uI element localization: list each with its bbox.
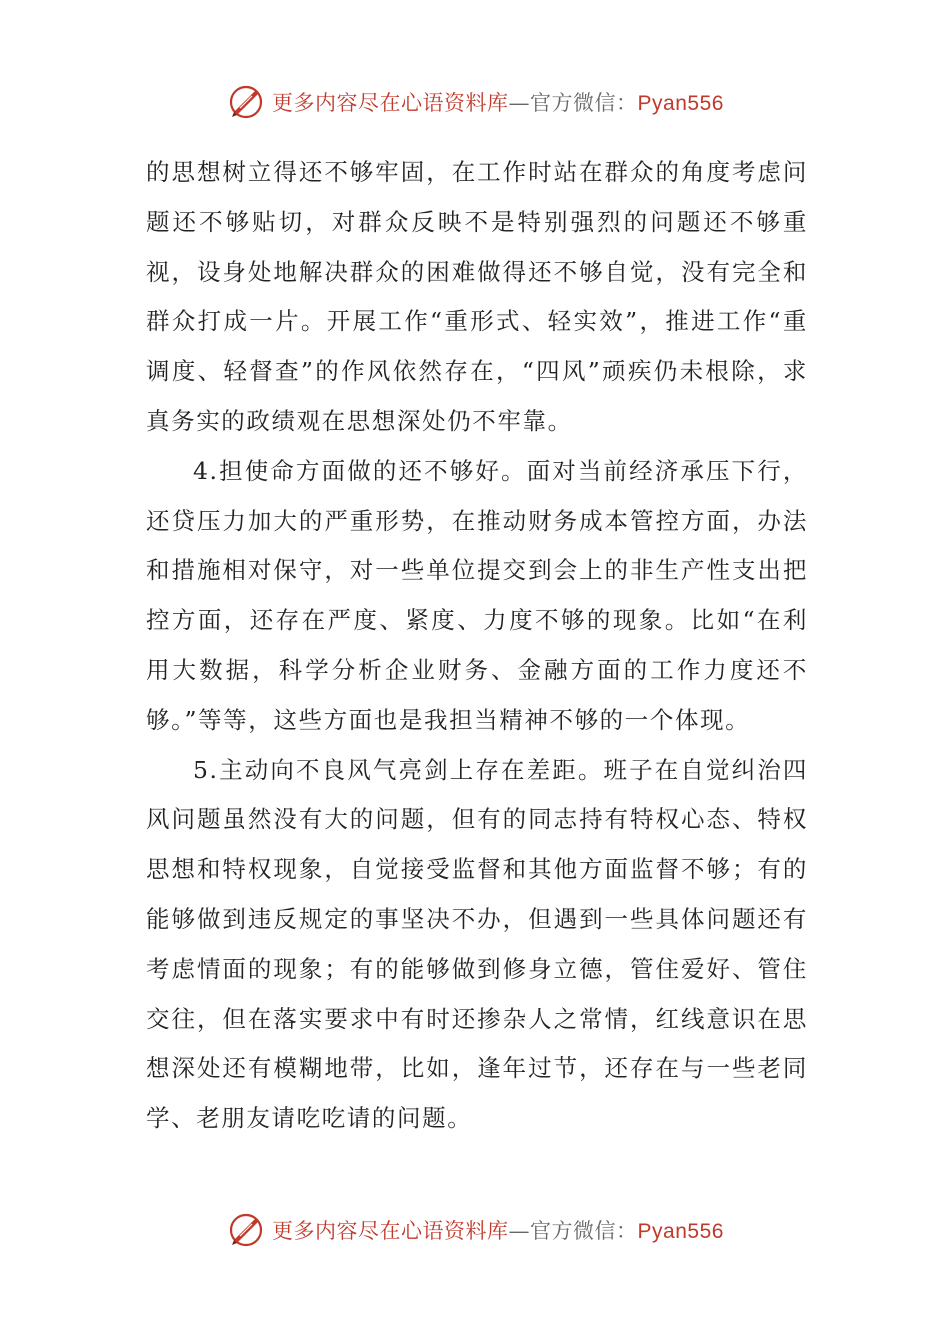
paragraph-continued: 的思想树立得还不够牢固，在工作时站在群众的角度考虑问题还不够贴切，对群众反映不是特别强烈的问题还不够重视，设身处地解决群众的困难做得还不够自觉，没有完全和群众打成一片。开展工作“重形式、轻实效”，推进工作“重调度、轻督查”的作风依然存在，“四风”顽疾仍未根除，求真务实的政绩观在思想深处仍不牢靠。: [146, 158, 808, 435]
document-body: [146, 148, 808, 1144]
paragraph-item-5: 5.主动向不良风气亮剑上存在差距。班子在自觉纠治四风问题虽然没有大的问题，但有的同志持有特权心态、特权思想和特权现象，自觉接受监督和其他方面监督不够；有的能够做到违反规定的事坚决不办，但遇到一些具体问题还有考虑情面的现象；有的能够做到修身立德，管住爱好、管住交往，但在落实要求中有时还掺杂人之常情，红线意识在思想深处还有模糊地带，比如，逢年过节，还存在与一些老同学、老朋友请吃吃请的问题。: [146, 755, 808, 1133]
pen-logo-icon: [226, 82, 266, 122]
banner-text: [272, 1215, 724, 1245]
banner-wechat-id: Pyan556: [637, 1220, 724, 1243]
banner-title: 更多内容尽在心语资料库: [272, 1219, 509, 1243]
footer-banner: [0, 1208, 950, 1252]
banner-title: 更多内容尽在心语资料库: [272, 91, 509, 115]
banner-text: [272, 87, 724, 117]
banner-wechat-label: —官方微信：: [508, 1219, 638, 1243]
header-banner: [0, 80, 950, 124]
banner-wechat-id: Pyan556: [637, 92, 724, 115]
pen-logo-icon: [226, 1210, 266, 1250]
banner-wechat-label: —官方微信：: [508, 91, 638, 115]
paragraph-item-4: 4.担使命方面做的还不够好。面对当前经济承压下行，还贷压力加大的严重形势，在推动财务成本管控方面，办法和措施相对保守，对一些单位提交到会上的非生产性支出把控方面，还存在严度、紧度、力度不够的现象。比如“在利用大数据，科学分析企业财务、金融方面的工作力度还不够。”等等，这些方面也是我担当精神不够的一个体现。: [146, 456, 808, 734]
